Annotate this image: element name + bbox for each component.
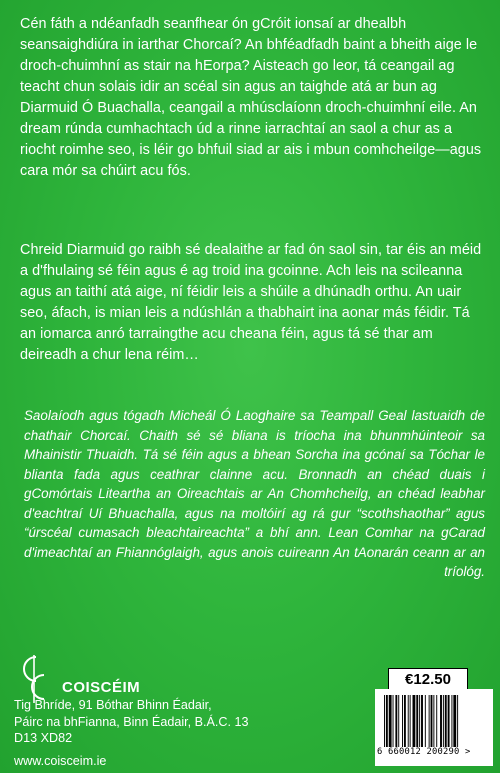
barcode-digits: 6 660012 200290 > — [377, 747, 471, 757]
publisher-website: www.coisceim.ie — [14, 754, 107, 768]
address-line: Páirc na bhFianna, Binn Éadair, B.Á.C. 13 — [14, 714, 249, 729]
publisher-address — [14, 697, 314, 747]
publisher-name: COISCÉIM — [62, 679, 141, 696]
blurb-paragraph-2: Chreid Diarmuid go raibh sé dealaithe ar fad ón saol sin, tar éis an méid a d'fhulaing sé féin agus é ag troid ina gcoinne. Ach leis na scileanna agus an taithí atá aige, ní féidir leis a shúile a dhúnadh orthu. An uair seo, áfach, is mian leis a ndúshlán a thabhairt ina aonar más féidir. Tá an iomarca anró tarraingthe acu cheana féin, agus tá sé thar am deireadh a chur lena réim… — [20, 242, 482, 363]
barcode — [375, 689, 493, 766]
price-label: €12.50 — [388, 668, 468, 692]
barcode-bars — [384, 695, 484, 747]
blurb-paragraph-1: Cén fáth a ndéanfadh seanfhear ón gCróit ionsaí ar dhealbh seansaighdiúra in iarthar Chorcaí? An bhféadfadh baint a bheith aige le droch-chuimhní as stair na hEorpa? Aisteach go leor, tá ceangail ag teacht chun solais idir an scéal sin agus an taighde atá ar bun ag Diarmuid Ó Buachalla, ceangail a mhúsclaíonn droch-chuimhní eile. An dream rúnda cumhachtach úd a rinne iarrachtaí an saol a chur as a riocht roimhe seo, is léir go bhfuil siad ar ais i mbun comhcheilge—agus cara mór sa chúirt acu fós. — [20, 16, 482, 179]
address-line: D13 XD82 — [14, 731, 73, 745]
author-bio: Saolaíodh agus tógadh Micheál Ó Laoghaire sa Teampall Geal lastuaidh de chathair Chorcaí. Chaith sé sé bliana is tríocha ina bhunmhúinteoir sa Mhainistir Thuaidh. Tá sé féin agus a bhean Sorcha ina gcónaí sa Tóchar le blianta fada agus ceathrar clainne acu. Bronnadh an chéad duais i gComórtais Liteartha an Oireachtais ar An Chomhcheilg, an chéad leabhar d'eachtraí Uí Bhuachalla, agus na moltóirí ag rá gur “scothshaothar” agus “úrscéal cumasach bleachtaireachta” a bhí ann. Lean Comhar na gCarad d'imeachtaí an Fhiannóglaigh, agus anois cuireann An tAonarán ceann ar an tríológ. — [24, 408, 485, 579]
address-line: Tig Bhríde, 91 Bóthar Bhinn Éadair, — [14, 698, 212, 712]
